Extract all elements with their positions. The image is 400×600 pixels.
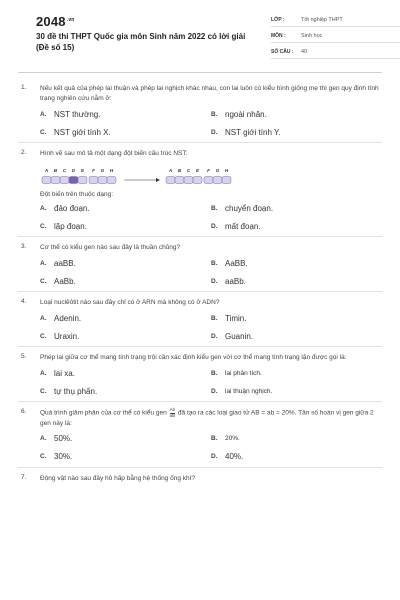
header-divider	[18, 72, 382, 73]
left-label-D: D	[71, 168, 76, 173]
right-segment-C	[184, 177, 193, 184]
options	[40, 312, 382, 342]
options	[40, 433, 382, 463]
left-label-E: E	[80, 168, 85, 173]
fraction-top: Ab	[169, 407, 176, 412]
question-number: 1.	[21, 84, 27, 91]
left-segment-B	[51, 177, 60, 184]
document-title: 30 đề thi THPT Quốc gia môn Sinh năm 2022 có lời giải (Đề số 15)	[36, 32, 246, 52]
site-logo[interactable]: $2048^{.vn}$	[36, 14, 75, 29]
option-b[interactable]: B. 20%.	[211, 435, 240, 443]
left-label-F: F	[92, 168, 95, 173]
question-text: Động vật nào sau đây hô hấp bằng hệ thống ống khí?	[40, 474, 196, 482]
left-segment-C	[60, 177, 69, 184]
question-number: 3.	[21, 243, 27, 250]
question-number: 5.	[21, 353, 27, 360]
meta-label: LỚP :	[271, 17, 285, 23]
question-number: 6.	[21, 408, 27, 415]
right-segment-H	[222, 177, 231, 184]
question-number: 7.	[21, 473, 27, 481]
option-b[interactable]: B. ngoài nhân.	[211, 109, 267, 119]
right-label-A: A	[168, 168, 173, 173]
question-text: Cơ thể có kiểu gen nào sau đây là thuần chủng?	[40, 244, 181, 251]
option-a[interactable]: A. Adenin.	[40, 313, 82, 323]
meta-row-subject	[271, 30, 400, 43]
option-a[interactable]: A. đảo đoạn.	[40, 203, 90, 213]
left-label-B: B	[53, 168, 58, 173]
question-7	[18, 468, 382, 488]
question-number: 2.	[21, 149, 27, 156]
arrow-head	[156, 178, 160, 182]
left-segment-G	[98, 177, 107, 184]
question-2	[18, 143, 382, 237]
left-label-G: G	[100, 168, 105, 173]
question-text: Phép lai giữa cơ thể mang tính trạng trội cần xác định kiểu gen với cơ thể mang tính trạng lặn được gọi là:	[40, 354, 347, 361]
option-c[interactable]: C. 30%.	[40, 452, 73, 462]
right-segment-F	[204, 177, 213, 184]
right-label-F: F	[207, 168, 210, 173]
left-segment-D	[69, 177, 78, 184]
option-c[interactable]: C. lặp đoạn.	[40, 221, 87, 231]
option-b[interactable]: B. chuyển đoạn.	[211, 203, 274, 213]
option-d[interactable]: D. mất đoạn.	[211, 221, 261, 231]
meta-value: 40	[301, 49, 308, 55]
genotype-fraction	[170, 408, 176, 418]
left-segment-E	[78, 177, 87, 184]
option-a[interactable]: A. 50%.	[40, 434, 73, 444]
option-d[interactable]: D. aaBb.	[211, 276, 246, 286]
option-b[interactable]: B. Timin.	[211, 313, 247, 323]
question-text: Hình vẽ sau mô tả một dạng đột biến cấu trúc NST:	[40, 150, 188, 157]
question-text	[40, 408, 382, 429]
right-label-B: B	[177, 168, 182, 173]
right-segment-A	[166, 177, 175, 184]
left-label-A: A	[44, 168, 49, 173]
option-b[interactable]: B. AaBB.	[211, 258, 248, 268]
header	[18, 0, 382, 70]
meta-row-class	[271, 14, 400, 27]
option-c[interactable]: C. AaBb.	[40, 276, 76, 286]
question-text: Nếu kết quả của phép lai thuận và phép lai nghịch khác nhau, con lai luôn có kiểu hình giống mẹ thì gen quy định tính trạng nghiên cứu nằm ở:	[40, 85, 379, 102]
options	[40, 257, 382, 287]
option-d[interactable]: D. Guanin.	[211, 331, 254, 341]
right-segment-G	[213, 177, 222, 184]
right-label-G: G	[215, 168, 220, 173]
question-subtext: Đột biến trên thuộc dạng:	[40, 191, 113, 198]
left-label-H: H	[109, 168, 114, 173]
question-3	[18, 237, 382, 292]
meta-label: SỐ CÂU :	[271, 49, 294, 55]
left-segment-F	[89, 177, 98, 184]
question-4	[18, 292, 382, 347]
right-label-H: H	[224, 168, 229, 173]
left-label-C: C	[62, 168, 67, 173]
right-segment-E	[193, 177, 202, 184]
meta-info	[271, 14, 400, 62]
option-d[interactable]: D. lai thuận nghịch.	[211, 387, 273, 395]
options	[40, 202, 382, 232]
option-d[interactable]: D. NST giới tính Y.	[211, 127, 281, 137]
options	[40, 367, 382, 397]
option-d[interactable]: D. 40%.	[211, 452, 244, 462]
question-text: Loại nuclêôtit nào sau đây chỉ có ở ARN mà không có ở ADN?	[40, 299, 220, 306]
question-number: 4.	[21, 298, 27, 305]
chromosome-mutation-figure	[40, 165, 382, 187]
question-text-after: đã tạo ra các loại giao tử AB = ab = 20%. Tần số hoán vị gen giữa 2 gen này là:	[40, 409, 374, 427]
meta-value: Tốt nghiệp THPT	[301, 17, 343, 23]
option-b[interactable]: B. lai phân tích.	[211, 369, 262, 377]
meta-label: MÔN :	[271, 33, 286, 39]
meta-row-count	[271, 46, 400, 59]
option-c[interactable]: C. NST giới tính X.	[40, 127, 111, 137]
question-list	[18, 78, 382, 488]
option-a[interactable]: A. lai xa.	[40, 368, 75, 378]
left-segment-H	[107, 177, 116, 184]
fraction-bottom: aB	[169, 412, 176, 418]
question-1	[18, 78, 382, 143]
option-c[interactable]: C. Uraxin.	[40, 331, 80, 341]
right-segment-B	[175, 177, 184, 184]
right-label-C: C	[186, 168, 191, 173]
left-segment-A	[42, 177, 51, 184]
option-a[interactable]: A. aaBB.	[40, 258, 76, 268]
options	[40, 108, 382, 138]
question-5	[18, 347, 382, 402]
right-label-E: E	[195, 168, 200, 173]
question-text-before: Quá trình giảm phân của cơ thể có kiểu gen	[40, 409, 167, 417]
option-c[interactable]: C. tự thụ phấn.	[40, 386, 98, 396]
option-a[interactable]: A. NST thường.	[40, 109, 101, 119]
question-6	[18, 402, 382, 468]
meta-value: Sinh học	[301, 33, 323, 39]
chromosome-diagram	[40, 165, 270, 187]
